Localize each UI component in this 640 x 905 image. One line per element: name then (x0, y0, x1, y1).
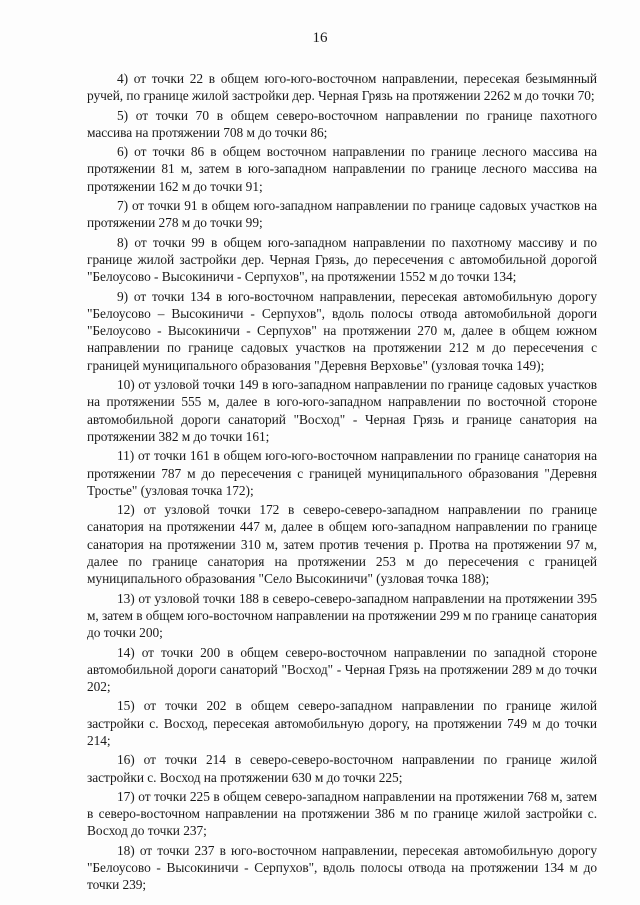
page-number: 16 (312, 30, 328, 46)
paragraph-10: 10) от узловой точки 149 в юго-западном направлении по границе садовых участков на протяжении 555 м, далее в юго-юго-западном направлении по восточной стороне автомобильной дороги санаторий "Восход" - Черная Грязь и границе санатория на протяжении 382 м до точки 161; (87, 377, 597, 444)
paragraph-12: 12) от узловой точки 172 в северо-северо-западном направлении по границе санатория на протяжении 447 м, далее в общем юго-западном направлении по границе санатория на протяжении 310 м, затем против течения р. Протва на протяжении 97 м, далее по границе санатория на протяжении 253 м до пересечения с границей муниципального образования "Село Высокиничи" (узловая точка 188); (87, 502, 597, 587)
paragraph-4: 4) от точки 22 в общем юго-юго-восточном направлении, пересекая безымянный ручей, по границе жилой застройки дер. Черная Грязь на протяжении 2262 м до точки 70; (87, 71, 597, 104)
paragraph-14: 14) от точки 200 в общем северо-восточном направлении по западной стороне автомобильной дороги санаторий "Восход" - Черная Грязь на протяжении 289 м до точки 202; (87, 644, 597, 695)
paragraph-9: 9) от точки 134 в юго-восточном направлении, пересекая автомобильную дорогу "Белоусово – Высокиничи - Серпухов", вдоль полосы отвода автомобильной дороги "Белоусово - Высокиничи - Серпухов" на протяжении 270 м, далее в общем южном направлении по границе садовых участков на протяжении 212 м до пересечения с границей муниципального образования "Деревня Верховье" (узловая точка 149); (87, 288, 597, 373)
paragraph-5: 5) от точки 70 в общем северо-восточном направлении по границе пахотного массива на протяжении 708 м до точки 86; (87, 107, 597, 140)
paragraph-16: 16) от точки 214 в северо-северо-восточном направлении по границе жилой застройки с. Восход на протяжении 630 м до точки 225; (87, 752, 597, 785)
paragraph-15: 15) от точки 202 в общем северо-западном направлении по границе жилой застройки с. Восход, пересекая автомобильную дорогу, на протяжении 749 м до точки 214; (87, 698, 597, 748)
paragraph-8: 8) от точки 99 в общем юго-западном направлении по пахотному массиву и по границе жилой застройки дер. Черная Грязь, до пересечения с автомобильной дорогой "Белоусово - Высокиничи - Серпухов", на протяжении 1552 м до точки 134; (87, 234, 597, 285)
paragraph-6: 6) от точки 86 в общем восточном направлении по границе лесного массива на протяжении 81 м, затем в юго-западном направлении по границе лесного массива на протяжении 162 м до точки 91; (87, 144, 597, 194)
paragraph-7: 7) от точки 91 в общем юго-западном направлении по границе садовых участков на протяжении 278 м до точки 99; (87, 198, 597, 231)
paragraph-11: 11) от точки 161 в общем юго-юго-восточном направлении по границе санатория на протяжении 787 м до пересечения с границей муниципального образования "Деревня Тростье" (узловая точка 172); (87, 448, 597, 498)
document-body (87, 70, 597, 896)
paragraph-18: 18) от точки 237 в юго-восточном направлении, пересекая автомобильную дорогу "Белоусово - Высокиничи - Серпухов", вдоль полосы отвода на протяжении 134 м до точки 239; (87, 842, 597, 893)
paragraph-17: 17) от точки 225 в общем северо-западном направлении на протяжении 768 м, затем в северо-восточном направлении на протяжении 386 м по границе жилой застройки с. Восход до точки 237; (87, 788, 597, 839)
paragraph-13: 13) от узловой точки 188 в северо-северо-западном направлении на протяжении 395 м, затем в общем юго-восточном направлении на протяжении 299 м по границе санатория до точки 200; (87, 590, 597, 641)
